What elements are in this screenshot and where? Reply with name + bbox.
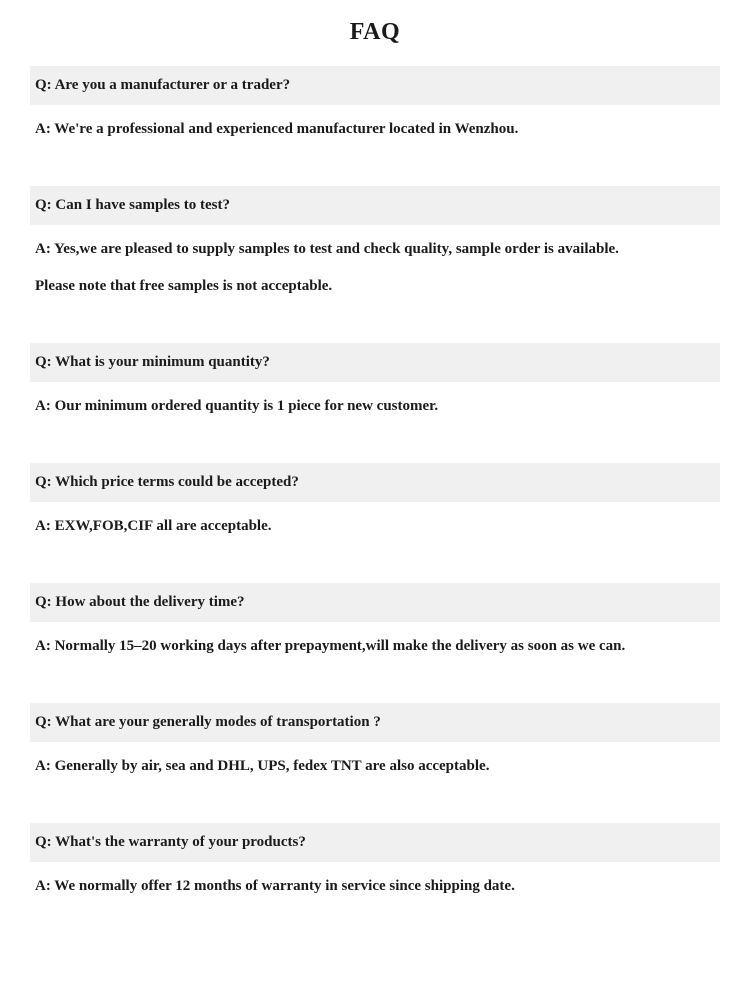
answer-block <box>30 388 720 425</box>
faq-section <box>0 463 750 545</box>
answer-text: A: EXW,FOB,CIF all are acceptable. <box>35 518 272 534</box>
answer-text: A: Yes,we are pleased to supply samples to test and check quality, sample order is available. <box>35 241 619 257</box>
answer-text: A: Generally by air, sea and DHL, UPS, fedex TNT are also acceptable. <box>35 758 490 774</box>
faq-section <box>0 66 750 148</box>
answer-block <box>30 231 720 305</box>
question-text: Q: Which price terms could be accepted? <box>35 474 299 490</box>
answer-block <box>30 868 720 905</box>
answer-block <box>30 748 720 785</box>
page-title: FAQ <box>349 19 401 45</box>
faq-section <box>0 186 750 305</box>
question-text: Q: What's the warranty of your products? <box>35 834 306 850</box>
question-bar <box>30 823 720 862</box>
question-text: Q: Are you a manufacturer or a trader? <box>35 77 291 93</box>
question-bar <box>30 463 720 502</box>
answer-text: A: Our minimum ordered quantity is 1 piece for new customer. <box>35 398 439 414</box>
answer-text: A: Normally 15–20 working days after prepayment,will make the delivery as soon as we can. <box>35 638 626 654</box>
question-bar <box>30 343 720 382</box>
faq-list <box>0 66 750 905</box>
faq-section <box>0 703 750 785</box>
faq-section <box>0 583 750 665</box>
question-text: Q: How about the delivery time? <box>35 594 245 610</box>
answer-block <box>30 111 720 148</box>
answer-text: A: We're a professional and experienced manufacturer located in Wenzhou. <box>35 121 519 137</box>
faq-page <box>0 16 750 1008</box>
question-bar <box>30 583 720 622</box>
answer-block <box>30 628 720 665</box>
question-text: Q: What is your minimum quantity? <box>35 354 270 370</box>
question-bar <box>30 186 720 225</box>
faq-section <box>0 823 750 905</box>
faq-section <box>0 343 750 425</box>
answer-text: Please note that free samples is not acceptable. <box>35 278 333 294</box>
answer-text: A: We normally offer 12 months of warranty in service since shipping date. <box>35 878 515 894</box>
question-bar <box>30 703 720 742</box>
question-text: Q: Can I have samples to test? <box>35 197 230 213</box>
question-text: Q: What are your generally modes of transportation ? <box>35 714 381 730</box>
question-bar <box>30 66 720 105</box>
answer-block <box>30 508 720 545</box>
